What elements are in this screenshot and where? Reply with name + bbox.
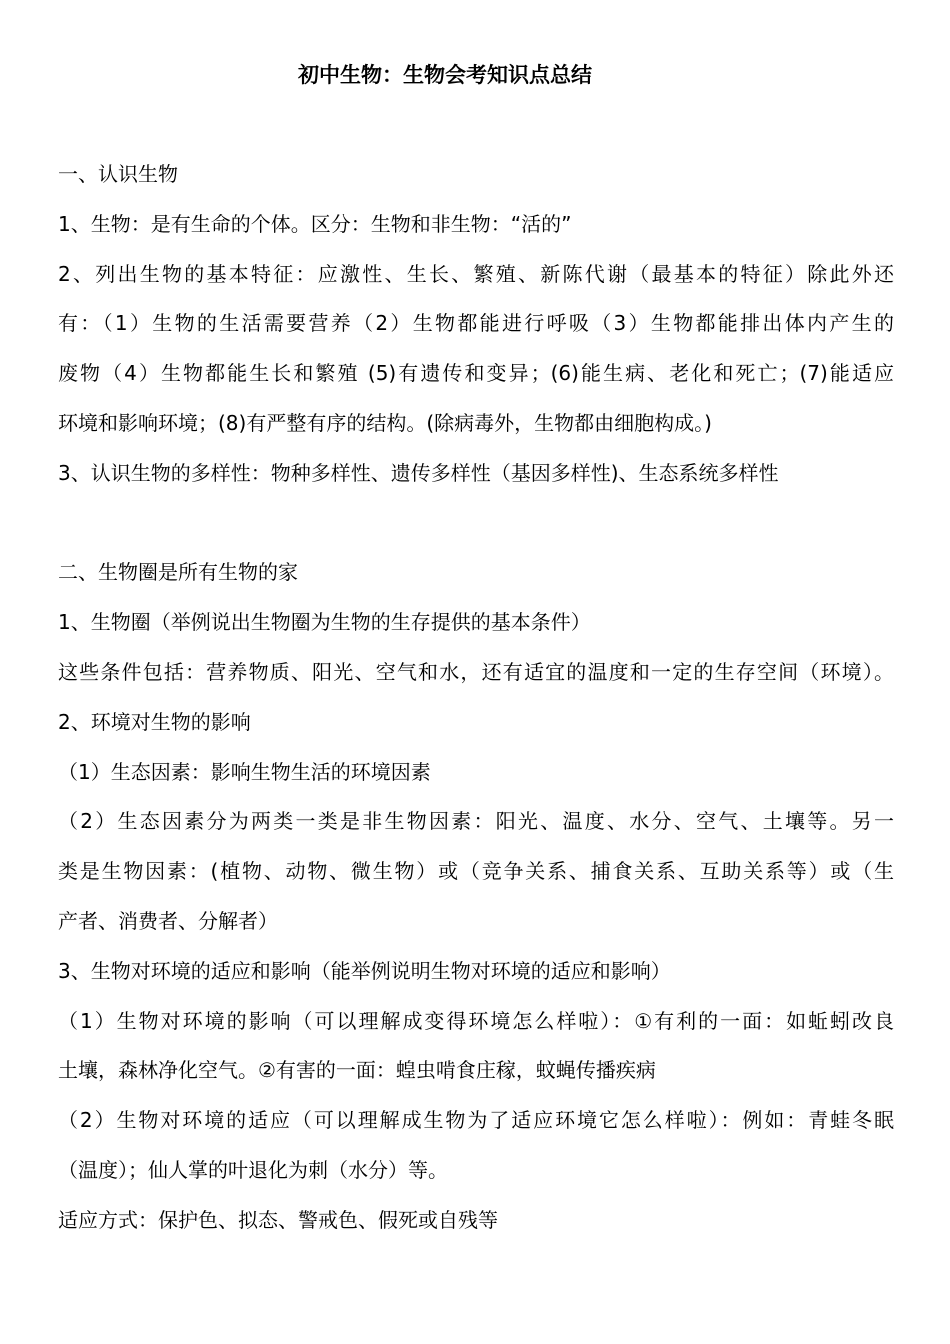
paragraph-line: 类是生物因素：(植物、动物、微生物）或（竞争关系、捕食关系、互助关系等）或（生 (58, 859, 894, 884)
paragraph-line: 废物（4）生物都能生长和繁殖 (5)有遗传和变异；(6)能生病、老化和死亡；(7)能适应 (58, 361, 894, 386)
paragraph-line: （温度）；仙人掌的叶退化为刺（水分）等。 (58, 1157, 448, 1182)
paragraph-line: 土壤，森林净化空气。②有害的一面：蝗虫啃食庄稼，蚊蝇传播疾病 (58, 1058, 656, 1083)
paragraph-line: （2）生物对环境的适应（可以理解成生物为了适应环境它怎么样啦）：例如：青蛙冬眠 (58, 1108, 894, 1133)
paragraph-line: 2、列出生物的基本特征：应激性、生长、繁殖、新陈代谢（最基本的特征）除此外还 (58, 261, 894, 286)
paragraph-line: 2、环境对生物的影响 (58, 709, 251, 734)
paragraph-line: 这些条件包括：营养物质、阳光、空气和水，还有适宜的温度和一定的生存空间（环境）。 (58, 659, 894, 684)
paragraph-line: 适应方式：保护色、拟态、警戒色、假死或自残等 (58, 1207, 498, 1232)
paragraph-line: （1）生态因素：影响生物生活的环境因素 (58, 759, 431, 784)
paragraph-line: 产者、消费者、分解者） (58, 908, 278, 933)
paragraph-line: 1、生物圈（举例说出生物圈为生物的生存提供的基本条件） (58, 610, 591, 635)
paragraph-line: 有：（1）生物的生活需要营养（2）生物都能进行呼吸（3）生物都能排出体内产生的 (58, 311, 894, 336)
paragraph-line: 1、生物：是有生命的个体。区分：生物和非生物：“活的” (58, 211, 572, 236)
paragraph-line: 3、生物对环境的适应和影响（能举例说明生物对环境的适应和影响） (58, 958, 671, 983)
paragraph-line: 3、认识生物的多样性：物种多样性、遗传多样性（基因多样性)、生态系统多样性 (58, 460, 779, 485)
paragraph-line: （1）生物对环境的影响（可以理解成变得环境怎么样啦）：①有利的一面：如蚯蚓改良 (58, 1008, 894, 1033)
blank-line (58, 501, 894, 551)
paragraph-line: （2）生态因素分为两类一类是非生物因素：阳光、温度、水分、空气、土壤等。另一 (58, 809, 894, 834)
section-heading-1: 一、认识生物 (58, 162, 178, 186)
section-heading-2: 二、生物圈是所有生物的家 (58, 560, 298, 585)
document-body (58, 152, 894, 1248)
document-title: 初中生物：生物会考知识点总结 (298, 63, 592, 87)
paragraph-line: 环境和影响环境；(8)有严整有序的结构。(除病毒外，生物都由细胞构成。) (58, 410, 712, 435)
